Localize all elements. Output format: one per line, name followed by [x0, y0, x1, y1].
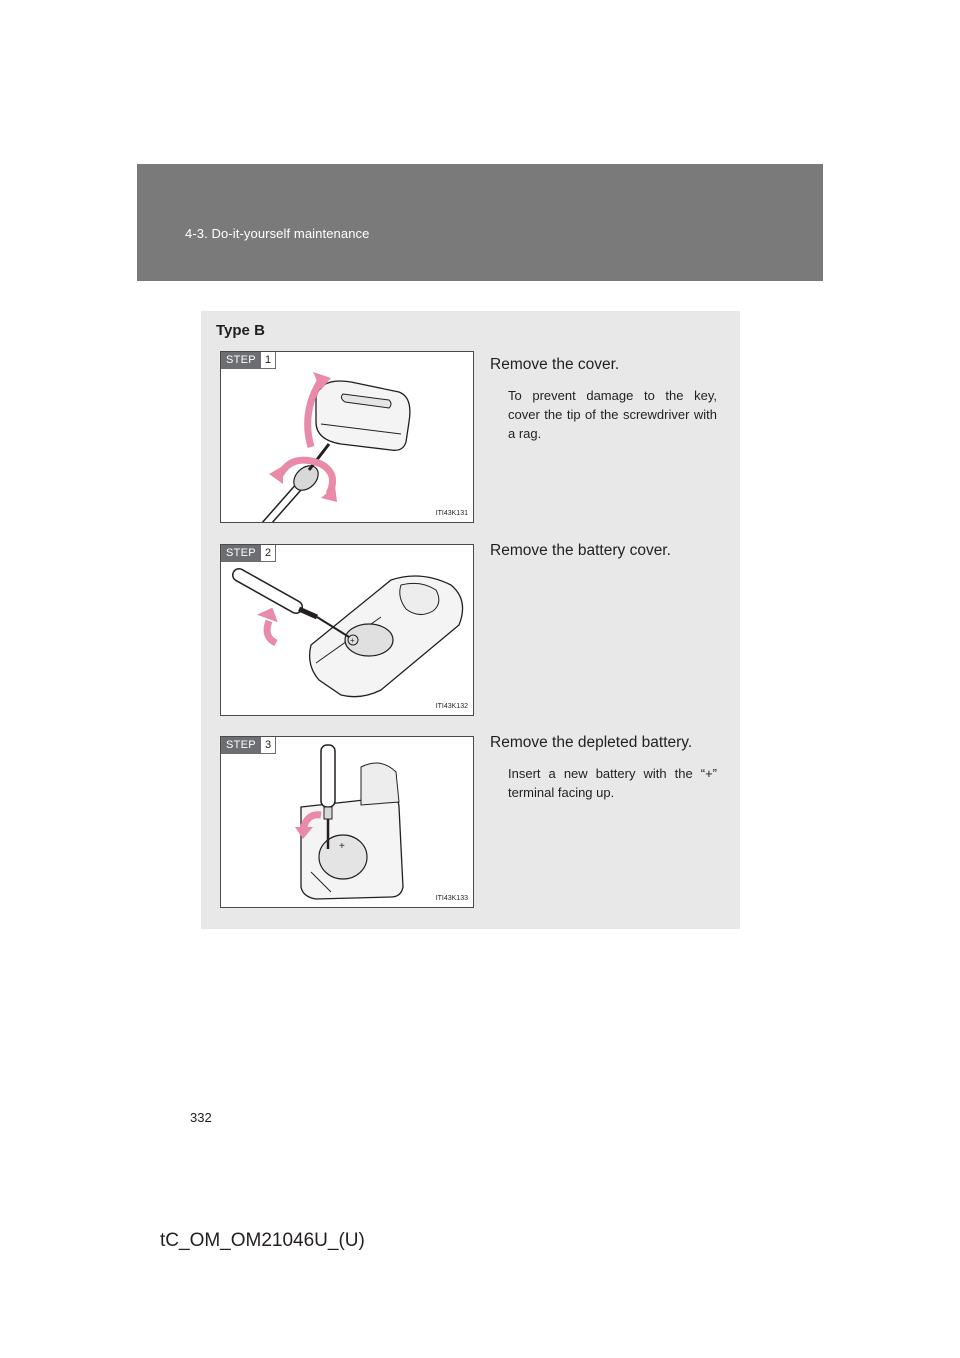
figure-code: ITI43K131	[435, 510, 468, 517]
instruction-panel	[201, 311, 740, 929]
svg-text:+: +	[339, 841, 345, 852]
step-1-note: To prevent damage to the key, cover the tip of the screwdriver with a rag.	[508, 388, 717, 441]
step-3-badge: STEP 3	[221, 737, 276, 754]
step-2-badge: STEP 2	[221, 545, 276, 562]
step-3-heading: Remove the depleted battery.	[490, 734, 693, 751]
step-1-badge: STEP 1	[221, 352, 276, 369]
document-code: tC_OM_OM21046U_(U)	[160, 1230, 365, 1251]
svg-text:+: +	[350, 636, 355, 645]
remove-battery-cover-illustration	[221, 545, 474, 716]
step-3-note: Insert a new battery with the “+” terminal facing up.	[508, 766, 717, 800]
section-title: 4-3. Do-it-yourself maintenance	[185, 226, 370, 241]
step-1-heading: Remove the cover.	[490, 356, 620, 373]
remove-cover-illustration	[221, 352, 474, 523]
figure-code: ITI43K132	[435, 703, 468, 710]
step-1-figure	[220, 351, 474, 523]
step-3-figure	[220, 736, 474, 908]
figure-code: ITI43K133	[435, 895, 468, 902]
step-2-heading: Remove the battery cover.	[490, 542, 671, 559]
section-header-band	[137, 164, 823, 281]
step-2-figure	[220, 544, 474, 716]
page-number: 332	[190, 1110, 212, 1125]
remove-battery-illustration	[221, 737, 474, 908]
panel-title: Type B	[216, 322, 265, 339]
